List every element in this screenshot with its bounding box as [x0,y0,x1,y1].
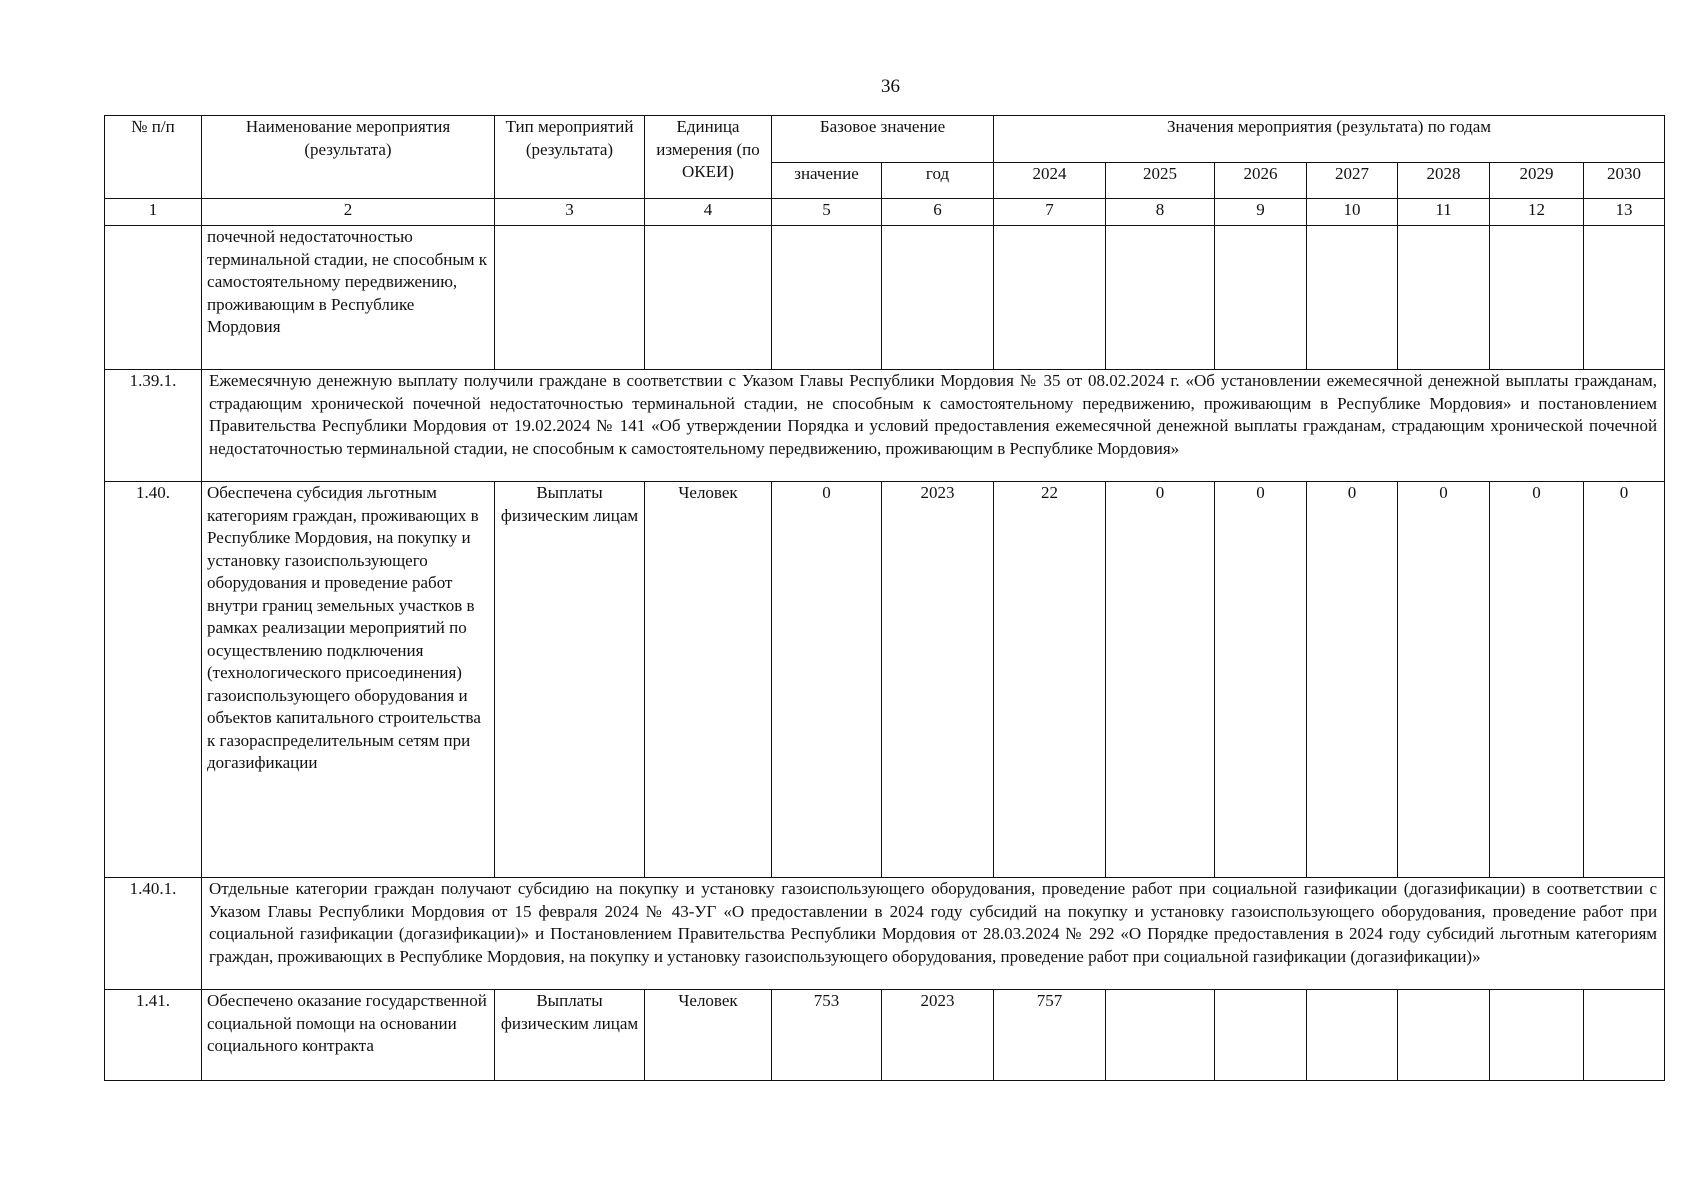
column-number: 8 [1106,199,1215,226]
base-value [772,226,882,370]
year-value-2030: 0 [1584,482,1665,878]
measure-name: почечной недостаточностью терминальной стадии, не способным к самостоятельному передвижению, проживающим в Республике Мордовия [202,226,495,370]
table-row [105,482,1665,878]
row-number: 1.41. [105,990,202,1081]
base-year [882,226,994,370]
column-number: 6 [882,199,994,226]
header-base-year: год [882,163,994,199]
year-value [1106,226,1215,370]
year-value-2028: 0 [1398,482,1490,878]
header-year-2027: 2027 [1307,163,1398,199]
column-number: 2 [202,199,495,226]
column-numbers-row [105,199,1665,226]
measure-unit: Человек [645,482,772,878]
column-number: 10 [1307,199,1398,226]
measure-name: Обеспечена субсидия льготным категориям граждан, проживающих в Республике Мордовия, на покупку и установку газоиспользующего оборудования и проведение работ внутри границ земельных участков в рамках реализации мероприятий по осуществлению подключения (технологического присоединения) газоиспользующего оборудования и объектов капитального строительства к газораспределительным сетям при догазификации [202,482,495,878]
header-year-2029: 2029 [1490,163,1584,199]
header-year-2030: 2030 [1584,163,1665,199]
base-year: 2023 [882,990,994,1081]
column-number: 13 [1584,199,1665,226]
header-row-1 [105,116,1665,163]
column-number: 11 [1398,199,1490,226]
column-number: 1 [105,199,202,226]
header-year-2025: 2025 [1106,163,1215,199]
column-number: 5 [772,199,882,226]
year-value-2024: 757 [994,990,1106,1081]
header-year-2024: 2024 [994,163,1106,199]
result-description: Отдельные категории граждан получают субсидию на покупку и установку газоиспользующего оборудования, проведение работ при социальной газификации (догазификации) в соответствии с Указом Главы Республики Мордовия от 15 февраля 2024 № 43-УГ «О предоставлении в 2024 году субсидий на покупку и установку газоиспользующего оборудования, проведение работ при социальной газификации (догазификации)» и Постановлением Правительства Республики Мордовия от 28.03.2024 № 292 «О Порядке предоставления в 2024 году субсидий льготным категориям граждан, проживающих в Республике Мордовия, на покупку и установку газоиспользующего оборудования, проведение работ при социальной газификации (догазификации)» [202,878,1665,990]
table-row [105,878,1665,990]
column-number: 4 [645,199,772,226]
header-col-num: № п/п [105,116,202,199]
base-year: 2023 [882,482,994,878]
year-value [1398,226,1490,370]
year-value-2026 [1215,990,1307,1081]
year-value [1490,226,1584,370]
year-value [1307,226,1398,370]
row-number [105,226,202,370]
header-base-value: значение [772,163,882,199]
year-value-2024: 22 [994,482,1106,878]
header-col-years: Значения мероприятия (результата) по годам [994,116,1665,163]
measure-type [495,226,645,370]
header-col-type: Тип мероприятий (результата) [495,116,645,199]
measure-unit: Человек [645,990,772,1081]
header-col-base: Базовое значение [772,116,994,163]
base-value: 753 [772,990,882,1081]
year-value [1584,226,1665,370]
year-value [1215,226,1307,370]
measures-table [104,115,1665,1081]
row-number: 1.40. [105,482,202,878]
measure-type: Выплаты физическим лицам [495,990,645,1081]
column-number: 9 [1215,199,1307,226]
header-year-2026: 2026 [1215,163,1307,199]
measure-unit [645,226,772,370]
column-number: 7 [994,199,1106,226]
year-value-2027 [1307,990,1398,1081]
year-value-2025 [1106,990,1215,1081]
year-value-2029: 0 [1490,482,1584,878]
page-number: 36 [881,76,900,97]
year-value-2029 [1490,990,1584,1081]
table-row [105,226,1665,370]
measure-type: Выплаты физическим лицам [495,482,645,878]
year-value-2025: 0 [1106,482,1215,878]
measure-name: Обеспечено оказание государственной социальной помощи на основании социального контракта [202,990,495,1081]
year-value-2030 [1584,990,1665,1081]
table-row [105,990,1665,1081]
row-number: 1.39.1. [105,370,202,482]
result-description: Ежемесячную денежную выплату получили граждане в соответствии с Указом Главы Республики Мордовия № 35 от 08.02.2024 г. «Об установлении ежемесячной денежной выплаты гражданам, страдающим хронической почечной недостаточностью терминальной стадии, не способным к самостоятельному передвижению, проживающим в Республике Мордовия» и постановлением Правительства Республики Мордовия от 19.02.2024 № 141 «Об утверждении Порядка и условий предоставления ежемесячной денежной выплаты гражданам, страдающим хронической почечной недостаточностью терминальной стадии, не способным к самостоятельному передвижению, проживающим в Республике Мордовия» [202,370,1665,482]
header-col-name: Наименование мероприятия (результата) [202,116,495,199]
year-value-2027: 0 [1307,482,1398,878]
year-value [994,226,1106,370]
year-value-2026: 0 [1215,482,1307,878]
header-col-unit: Единица измерения (по ОКЕИ) [645,116,772,199]
table-row [105,370,1665,482]
header-year-2028: 2028 [1398,163,1490,199]
year-value-2028 [1398,990,1490,1081]
base-value: 0 [772,482,882,878]
column-number: 12 [1490,199,1584,226]
column-number: 3 [495,199,645,226]
row-number: 1.40.1. [105,878,202,990]
